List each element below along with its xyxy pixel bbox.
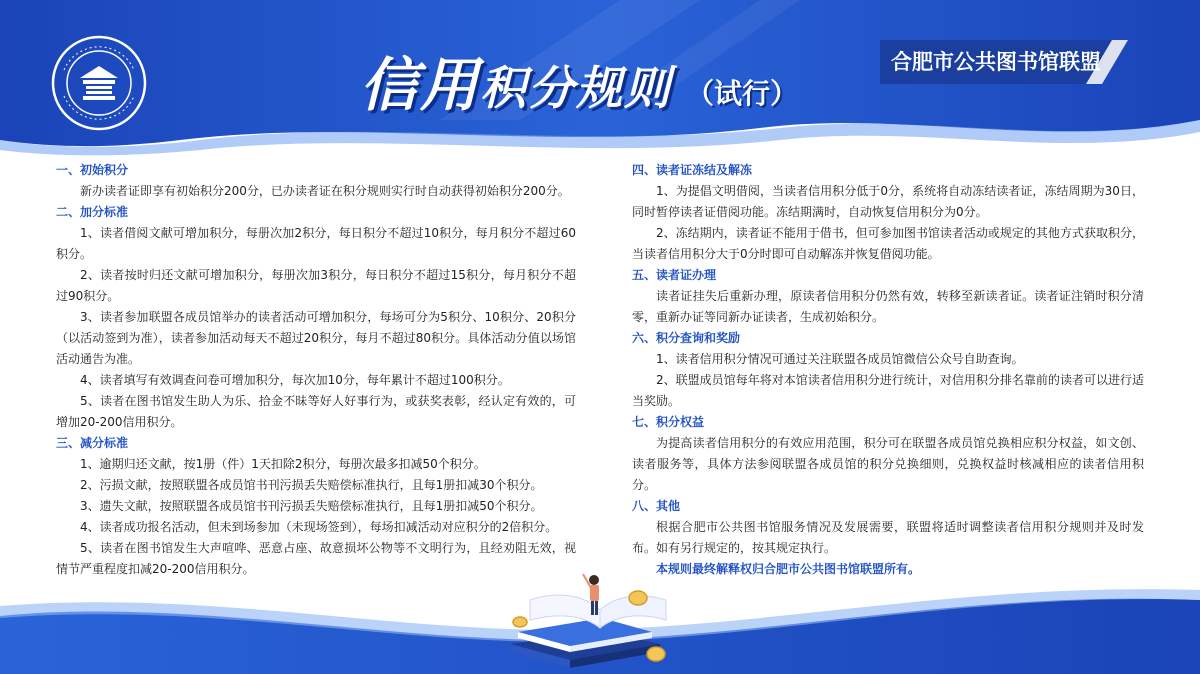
final-note: 本规则最终解释权归合肥市公共图书馆联盟所有。 [656,562,921,576]
right-column [632,160,1144,580]
title-trial: （试行） [686,77,799,110]
paragraph: 4、读者填写有效调查问卷可增加积分，每次加10分，每年累计不超过100积分。 [80,373,510,387]
section-title: 六、积分查询和奖励 [632,331,741,345]
paragraph: 1、为提倡文明借阅，当读者信用积分低于0分，系统将自动冻结读者证，冻结周期为30日，同时暂停读者证借阅功能。冻结期满时，自动恢复信用积分为0分。 [632,184,1144,219]
section-title: 八、其他 [632,499,681,513]
library-seal-icon [50,34,148,132]
title-points-rules: 积分规则 [480,61,673,115]
paragraph: 2、冻结期内，读者证不能用于借书，但可参加图书馆读者活动或规定的其他方式获取积分，当读者信用积分大于0分时即可自动解冻并恢复借阅功能。 [632,226,1144,261]
paragraph: 根据合肥市公共图书馆服务情况及发展需要，联盟将适时调整读者信用积分规则并及时发布。如有另行规定的，按其规定执行。 [632,520,1144,555]
section-title: 五、读者证办理 [632,268,717,282]
paragraph: 1、读者信用积分情况可通过关注联盟各成员馆微信公众号自助查询。 [656,352,1024,366]
paragraph: 4、读者成功报名活动，但未到场参加（未现场签到），每场扣减活动对应积分的2倍积分。 [80,520,558,534]
books-reader-coins-illustration [490,570,710,674]
paragraph: 为提高读者信用积分的有效应用范围，积分可在联盟各成员馆兑换相应积分权益，如文创、读者服务等，具体方法参阅联盟各成员馆的积分兑换细则，兑换权益时核减相应的读者信用积分。 [632,436,1144,492]
section-title: 七、积分权益 [632,415,705,429]
section-title: 三、减分标准 [56,436,129,450]
left-column [56,160,576,580]
paragraph: 3、遗失文献，按照联盟各成员馆书刊污损丢失赔偿标准执行，且每1册扣减50个积分。 [80,499,543,513]
page-title [360,42,798,122]
paragraph: 新办读者证即享有初始积分200分，已办读者证在积分规则实行时自动获得初始积分200分。 [80,184,570,198]
paragraph: 2、联盟成员馆每年将对本馆读者信用积分进行统计，对信用积分排名靠前的读者可以进行适当奖励。 [632,373,1144,408]
paragraph: 5、读者在图书馆发生助人为乐、拾金不昧等好人好事行为，或获奖表彰，经认定有效的，可增加20-200信用积分。 [56,394,576,429]
section-title: 二、加分标准 [56,205,129,219]
paragraph: 3、读者参加联盟各成员馆举办的读者活动可增加积分，每场可分为5积分、10积分、20积分（以活动签到为准），读者参加活动每天不超过20积分，每月不超过80积分。具体活动分值以场馆活动通告为准。 [56,310,576,366]
alliance-label: 合肥市公共图书馆联盟 [891,50,1101,74]
paragraph: 2、读者按时归还文献可增加积分，每册次加3积分，每日积分不超过15积分，每月积分不超过90积分。 [56,268,576,303]
paragraph: 1、逾期归还文献，按1册（件）1天扣除2积分，每册次最多扣减50个积分。 [80,457,486,471]
paragraph: 1、读者借阅文献可增加积分，每册次加2积分，每日积分不超过10积分，每月积分不超过60积分。 [56,226,576,261]
paragraph: 2、污损文献，按照联盟各成员馆书刊污损丢失赔偿标准执行，且每1册扣减30个积分。 [80,478,543,492]
title-credit: 信用 [360,51,481,119]
paragraph: 5、读者在图书馆发生大声喧哗、恶意占座、故意损坏公物等不文明行为，且经劝阻无效，视情节严重程度扣减20-200信用积分。 [56,541,576,576]
section-title: 一、初始积分 [56,163,129,177]
section-title: 四、读者证冻结及解冻 [632,163,753,177]
paragraph: 读者证挂失后重新办理，原读者信用积分仍然有效，转移至新读者证。读者证注销时积分清零，重新办证等同新办证读者，生成初始积分。 [632,289,1144,324]
